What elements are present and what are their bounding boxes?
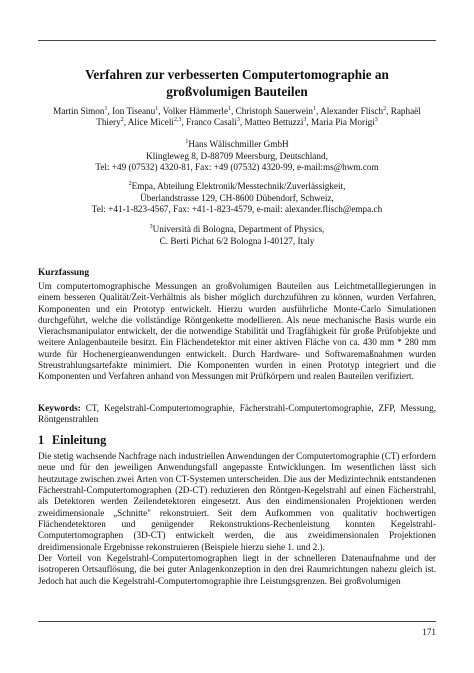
- paper-title: [38, 66, 436, 100]
- header-rule: [38, 40, 436, 41]
- author-name: Alice Miceli: [127, 117, 174, 128]
- author-affiliation-marker: 1: [228, 106, 232, 112]
- affiliation-marker: 3: [149, 224, 153, 230]
- author-name: Matteo Bettuzzi: [244, 117, 304, 128]
- affiliation-line: Hans Wälischmiller GmbH: [188, 139, 289, 149]
- author-list: [38, 106, 436, 129]
- author: [112, 106, 163, 116]
- author-name: Alexander Flisch: [320, 106, 384, 116]
- affiliation-3: [38, 224, 436, 247]
- title-line-2: großvolumigen Bauteilen: [166, 84, 308, 99]
- affiliation-line: C. Berti Pichat 6/2 Bologna I-40127, Italy: [159, 235, 315, 246]
- author: [186, 117, 244, 127]
- author-affiliation-marker: 2: [383, 106, 387, 112]
- author-name: Volker Hämmerle: [162, 106, 229, 116]
- title-line-1: Verfahren zur verbesserten Computertomographie an: [85, 67, 389, 82]
- affiliation-marker: 2: [128, 181, 132, 187]
- affiliation-1: [38, 139, 436, 174]
- affiliation-line: Überlandstrasse 129, CH-8600 Dübendorf, Schweiz,: [140, 192, 334, 203]
- author: [163, 106, 236, 116]
- author-affiliation-marker: 1: [155, 106, 159, 112]
- author: [244, 117, 311, 127]
- intro-paragraph: Der Vorteil von Kegelstrahl-Computertomographen liegt in der schnelleren Datenaufnahme und der isotroperen Ortsauflösung, die bei guter Anlagenkonzeption in den drei Raumrichtungen nahezu gleich ist. Jedoch hat auch die Kegelstrahl-Computertomographie ihre Leistungsgrenzen. Bei großvolumigen: [38, 553, 436, 586]
- author-separator: ,: [315, 106, 321, 116]
- introduction-body: [38, 451, 436, 587]
- affiliation-line: Università di Bologna, Department of Physics,: [152, 224, 325, 234]
- author-name: Franco Casali: [186, 117, 237, 128]
- author-name: Raphaël Thiery: [96, 106, 421, 128]
- section-number: 1: [38, 433, 45, 447]
- section-heading: [38, 433, 106, 448]
- affiliation-2: [38, 181, 436, 216]
- author-affiliation-marker: 1: [104, 106, 108, 112]
- keywords-label: Keywords:: [38, 403, 81, 413]
- author-separator: ,: [386, 106, 391, 116]
- author-name: Martin Simon: [53, 106, 105, 116]
- footer-rule: [38, 621, 436, 622]
- author-separator: ,: [181, 117, 187, 128]
- author-affiliation-marker: 3: [236, 117, 240, 124]
- abstract-text: Um computertomographische Messungen an großvolumigen Bauteilen aus Leichtmetalllegierungen in einem besseren Qualität/Zeit-Verhältnis als bisher möglich durchzuführen zu können, wurden Verfahren, Komponenten und ein Prototyp entwickelt. Hierzu wurden ausführliche Monte-Carlo Simulationen durchgeführt, welche die vollständige Röntgenkette modellieren. Als neue mechanische Basis wurde ein Vierachsmanipulator entwickelt, der die notwendige Stabilität und Tragfähigkeit für große Prüfobjekte und weitere Anlagenbauteile besitzt. Ein Flächendetektor mit einer aktiven Fläche von ca. 430 mm * 280 mm wurde für Hochenergieanwendungen entwickelt. Durch Hardware- und Softwaremaßnahmen wurden Streustrahlungsartefakte minimiert. Die Komponenten wurden in einen Prototyp integriert und die Komponenten und Verfahren anhand von Messungen mit Prüfkörpern und realen Bauteilen verifiziert.: [38, 281, 436, 381]
- author-name: Christoph Sauerwein: [235, 106, 313, 116]
- author-separator: ,: [123, 117, 128, 128]
- author: [53, 106, 112, 116]
- author: [320, 106, 391, 116]
- affiliation-line: Empa, Abteilung Elektronik/Messtechnik/Zuverlässigkeit,: [131, 181, 346, 191]
- author-affiliation-marker: 1: [312, 106, 316, 112]
- keywords: [38, 403, 436, 426]
- affiliation-line: Klingleweg 8, D-88709 Meersburg, Deutschland,: [146, 150, 328, 161]
- author-name: Maria Pia Morigi: [310, 117, 375, 128]
- author: [311, 117, 378, 127]
- intro-paragraph: Die stetig wachsende Nachfrage nach industriellen Anwendungen der Computertomographie (CT) erfordern neue und für den jeweiligen Anwendungsfall angepasste Entwicklungen. Im wesentlichen lässt sich heutzutage zwischen zwei Arten von CT-Systemen unterscheiden. Die aus der Medizintechnik entstandenen Fächerstrahl-Computertomographen (2D-CT) reduzieren den Röntgen-Kegelstrahl auf einen Fächerstrahl, als Detektoren werden Zeilendetektoren eingesetzt. Aus den eindimensionalen Projektionen werden zweidimensionale „Schnitte" rekonstruiert. Seit dem Aufkommen von qualitativ hochwertigen Flächendetektoren und genügender Rekonstruktions-Rechenleistung konnten Kegelstrahl-Computertomographen (3D-CT) entwickelt werden, die aus zweidimensionalen Projektionen dreidimensionale Ergebnisse rekonstruieren (Beispiele hierzu siehe 1. und 2.).: [38, 451, 436, 552]
- affiliation-marker: 1: [185, 139, 189, 145]
- author-affiliation-marker: 3: [303, 117, 307, 124]
- author-affiliation-marker: 3: [374, 117, 378, 124]
- keywords-text: CT, Kegelstrahl-Computertomographie, Fächerstrahl-Computertomographie, ZFP, Messung, Röntgenstrahlen: [38, 403, 436, 425]
- author: [128, 117, 186, 127]
- affiliation-line: Tel: +49 (07532) 4320-81, Fax: +49 (07532) 4320-99, e-mail:ms@hwm.com: [95, 162, 379, 172]
- author-separator: ,: [158, 106, 163, 116]
- author-separator: ,: [107, 106, 113, 116]
- author-name: Ion Tiseanu: [112, 106, 156, 116]
- author-separator: ,: [306, 117, 311, 128]
- author-separator: ,: [239, 117, 245, 128]
- author-separator: ,: [231, 106, 236, 116]
- author: [236, 106, 320, 116]
- author-affiliation-marker: 2,3: [173, 117, 182, 124]
- author-affiliation-marker: 2: [120, 117, 124, 124]
- affiliation-line: Tel: +41-1-823-4567, Fax: +41-1-823-4579, e-mail: alexander.flisch@empa.ch: [91, 204, 383, 214]
- section-title: Einleitung: [52, 433, 107, 447]
- page-number: 171: [422, 627, 436, 637]
- abstract-heading: Kurzfassung: [38, 268, 90, 278]
